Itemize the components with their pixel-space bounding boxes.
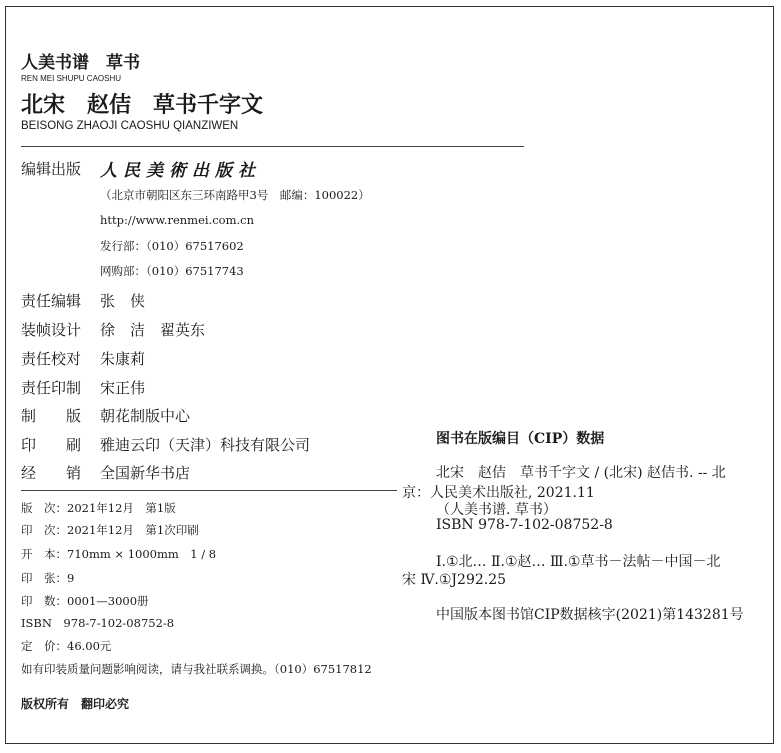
credit-value: 雅迪云印（天津）科技有限公司 xyxy=(100,436,311,454)
cip-line: 北宋 赵佶 草书千字文 / (北宋) 赵佶书. -- 北 xyxy=(436,465,726,481)
book-title: 北宋 赵佶 草书千字文 xyxy=(21,92,264,118)
sales-phone: 发行部：（010）67517602 xyxy=(100,239,244,253)
edition-info: 版 次：2021年12月 第1版 xyxy=(21,501,176,515)
series-title: 人美书谱 草书 xyxy=(21,53,140,73)
credit-value: 全国新华书店 xyxy=(100,464,191,482)
credit-label: 装帧设计 xyxy=(21,321,82,339)
cip-line: 京：人民美术出版社, 2021.11 xyxy=(402,485,595,501)
credit-label: 责任校对 xyxy=(21,350,82,368)
credit-value: 徐 洁 翟英东 xyxy=(100,321,206,339)
publisher-label: 编辑出版 xyxy=(21,160,82,178)
credit-value: 张 侠 xyxy=(100,292,146,310)
book-title-pinyin: BEISONG ZHAOJI CAOSHU QIANZIWEN xyxy=(21,120,239,132)
sheets-info: 印 张：9 xyxy=(21,571,75,585)
credit-label: 责任印制 xyxy=(21,379,82,397)
credit-value: 朝花制版中心 xyxy=(100,407,191,425)
credit-label: 印 刷 xyxy=(21,436,82,454)
online-phone: 网购部：（010）67517743 xyxy=(100,264,244,278)
credit-label: 经 销 xyxy=(21,464,82,482)
format-info: 开 本：710mm × 1000mm 1 / 8 xyxy=(21,547,217,561)
info-divider xyxy=(21,490,397,491)
header-divider xyxy=(21,146,524,147)
contact-info: 如有印装质量问题影响阅读，请与我社联系调换。（010）67517812 xyxy=(21,662,372,676)
publisher-address: （北京市朝阳区东三环南路甲3号 邮编：100022） xyxy=(100,188,370,202)
cip-line: ISBN 978-7-102-08752-8 xyxy=(436,517,613,533)
cip-line: 宋 Ⅳ.①J292.25 xyxy=(402,572,507,588)
cip-title: 图书在版编目（CIP）数据 xyxy=(436,431,605,447)
cip-number: 中国版本图书馆CIP数据核字(2021)第143281号 xyxy=(436,607,744,623)
printing-info: 印 次：2021年12月 第1次印刷 xyxy=(21,523,199,537)
credit-value: 宋正伟 xyxy=(100,379,146,397)
publisher-name: 人民美術出版社 xyxy=(100,161,261,181)
credit-value: 朱康莉 xyxy=(100,350,146,368)
isbn-info: ISBN 978-7-102-08752-8 xyxy=(21,616,175,630)
publisher-website: http://www.renmei.com.cn xyxy=(100,213,254,227)
cip-line: （人美书谱. 草书） xyxy=(436,502,557,518)
print-run-info: 印 数：0001—3000册 xyxy=(21,594,149,608)
series-title-pinyin: REN MEI SHUPU CAOSHU xyxy=(21,74,122,83)
credit-label: 制 版 xyxy=(21,407,82,425)
cip-line: Ⅰ.①北… Ⅱ.①赵… Ⅲ.①草书－法帖－中国－北 xyxy=(436,554,721,570)
price-info: 定 价：46.00元 xyxy=(21,639,112,653)
copyright-notice: 版权所有 翻印必究 xyxy=(21,697,130,711)
credit-label: 责任编辑 xyxy=(21,292,82,310)
